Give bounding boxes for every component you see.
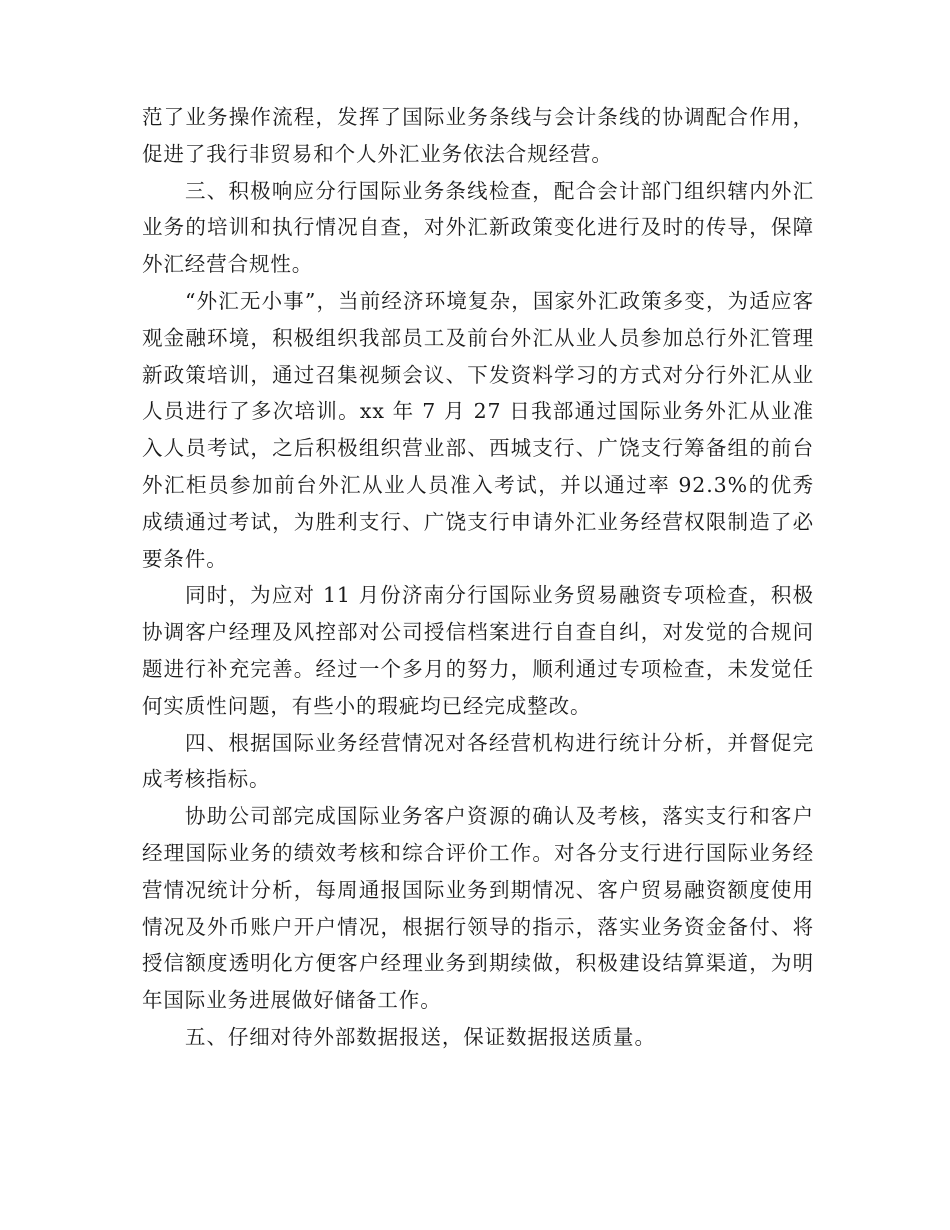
paragraph-3: “外汇无小事”，当前经济环境复杂，国家外汇政策多变，为适应客观金融环境，积极组织我部员工及前台外汇从业人员参加总行外汇管理新政策培训，通过召集视频会议、下发资料学习的方式对分行外汇从业人员进行了多次培训。xx 年 7 月 27 日我部通过国际业务外汇从业准入人员考试，之后积极组织营业部、西城支行、广饶支行筹备组的前台外汇柜员参加前台外汇从业人员准入考试，并以通过率 92.3%的优秀成绩通过考试，为胜利支行、广饶支行申请外汇业务经营权限制造了必要条件。: [142, 288, 814, 571]
paragraph-6: 协助公司部完成国际业务客户资源的确认及考核，落实支行和客户经理国际业务的绩效考核和综合评价工作。对各分支行进行国际业务经营情况统计分析，每周通报国际业务到期情况、客户贸易融资额度使用情况及外币账户开户情况，根据行领导的指示，落实业务资金备付、将授信额度透明化方便客户经理业务到期续做，积极建设结算渠道，为明年国际业务进展做好储备工作。: [142, 804, 814, 1013]
paragraph-1: 范了业务操作流程，发挥了国际业务条线与会计条线的协调配合作用，促进了我行非贸易和个人外汇业务依法合规经营。: [142, 105, 814, 166]
document-body: [142, 99, 814, 1056]
paragraph-4: 同时，为应对 11 月份济南分行国际业务贸易融资专项检查，积极协调客户经理及风控部对公司授信档案进行自查自纠，对发觉的合规问题进行补充完善。经过一个多月的努力，顺利通过专项检查，未发觉任何实质性问题，有些小的瑕疵均已经完成整改。: [142, 583, 814, 718]
paragraph-5: 四、根据国际业务经营情况对各经营机构进行统计分析，并督促完成考核指标。: [142, 730, 814, 792]
paragraph-2: 三、积极响应分行国际业务条线检查，配合会计部门组织辖内外汇业务的培训和执行情况自查，对外汇新政策变化进行及时的传导，保障外汇经营合规性。: [142, 178, 814, 277]
paragraph-7: 五、仔细对待外部数据报送，保证数据报送质量。: [185, 1024, 656, 1049]
